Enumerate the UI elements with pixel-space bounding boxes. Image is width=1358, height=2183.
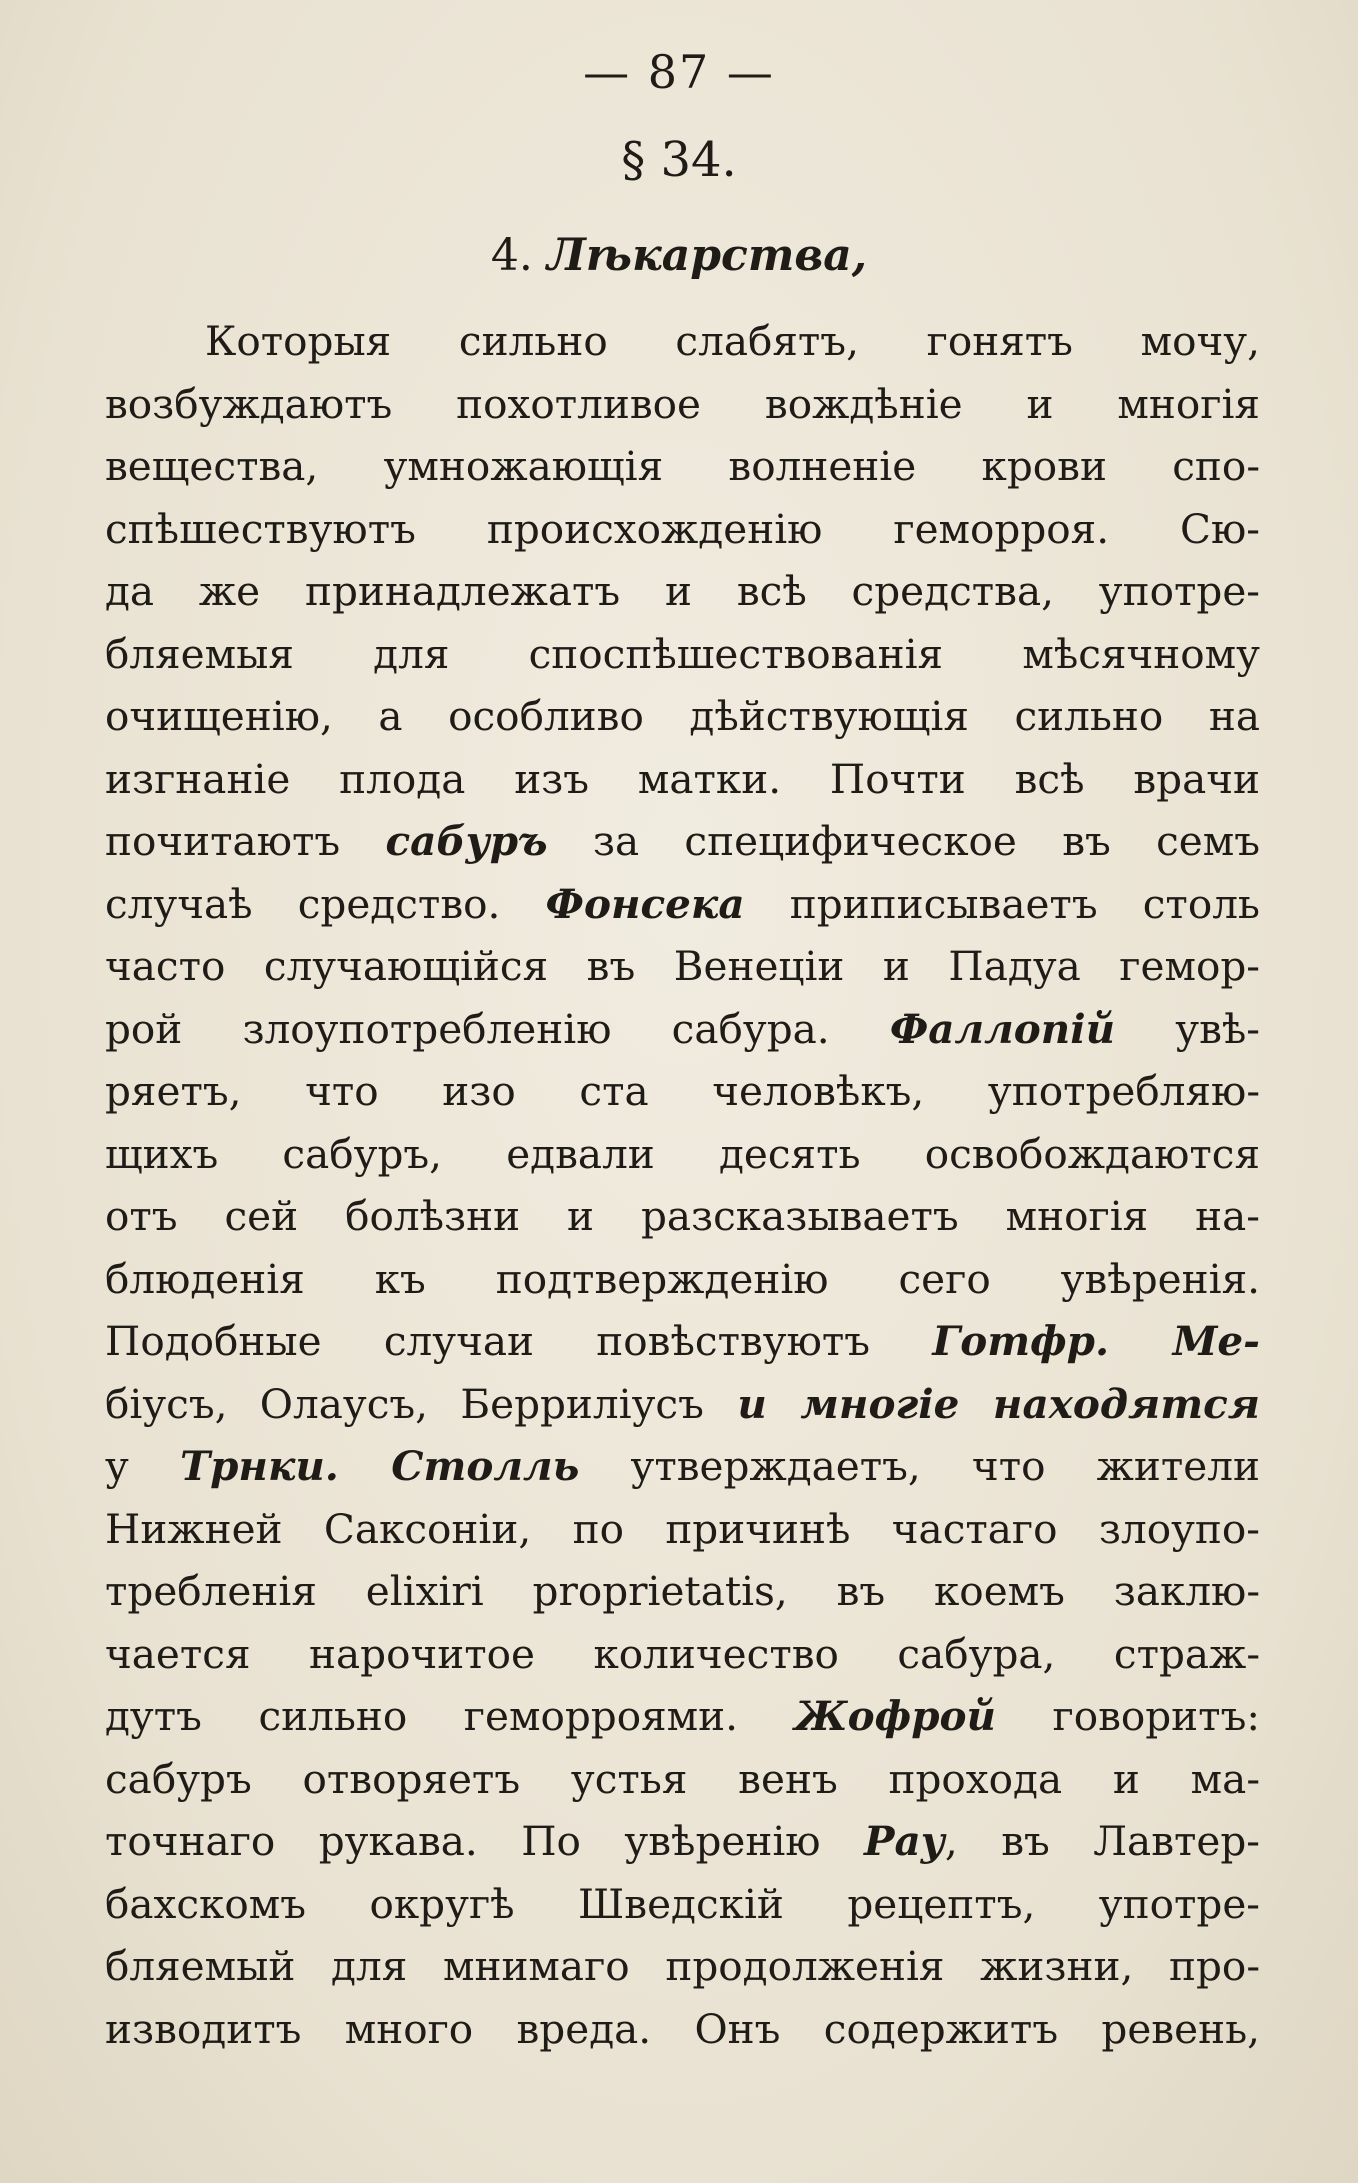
text-segment: отъ сей болѣзни и разсказываетъ многія на- [105,1192,1260,1240]
text-segment: возбуждаютъ похотливое вождѣніе и многія [105,379,1260,428]
text-segment: увѣ- [1115,1004,1260,1053]
text-line [105,1560,1260,1623]
emphasized-name: и многіе находятся [703,1379,1260,1428]
text-line [105,1935,1260,1998]
text-segment: очищенію, а особливо дѣйствующія сильно на [105,692,1260,740]
text-segment: ряетъ, что изо ста человѣкъ, употребляю- [105,1067,1260,1115]
text-segment: , въ Лавтер- [944,1817,1260,1865]
text-segment: чается нарочитое количество сабура, страж- [105,1629,1260,1678]
text-segment: Нижней Саксоніи, по причинѣ частаго злоупо- [105,1504,1260,1553]
text-segment: почитаютъ [105,817,386,865]
text-line [105,1498,1260,1561]
text-segment: да же принадлежатъ и всѣ средства, употре- [105,567,1260,615]
text-line [105,1435,1260,1498]
text-segment: за специфическое въ семъ [547,817,1260,865]
text-line [105,1310,1260,1373]
text-segment: требленія elixiri proprietatis, въ коемъ заклю- [105,1567,1260,1615]
text-line [105,873,1260,936]
text-segment: спѣшествуютъ происхожденію геморроя. Сю- [105,504,1260,553]
text-line [105,560,1260,623]
emphasized-name: Фаллопій [889,1004,1116,1053]
text-line [105,623,1260,686]
text-line [105,810,1260,873]
text-line [105,310,1260,373]
text-segment: бахскомъ округѣ Шведскій рецептъ, употре- [105,1879,1260,1928]
text-line [105,1685,1260,1748]
text-segment: вещества, умножающія волненіе крови спо- [105,442,1260,490]
text-segment: Подобные случаи повѣствуютъ [105,1317,933,1365]
emphasized-name: Рау [864,1817,945,1865]
heading-number: 4. [490,230,533,281]
text-segment: рой злоупотребленію сабура. [105,1004,890,1053]
text-line [105,373,1260,436]
text-line [105,935,1260,998]
text-line [105,435,1260,498]
text-line [105,1748,1260,1811]
text-segment: блюденія къ подтвержденію сего увѣренія. [105,1254,1260,1303]
text-segment: Которыя сильно слабятъ, гонятъ мочу, [205,317,1260,365]
text-line [105,685,1260,748]
text-line [105,1123,1260,1186]
text-segment: изводитъ много вреда. Онъ содержитъ ревень, [105,2004,1260,2053]
section-number: § 34. [621,132,737,188]
text-segment: утверждаетъ, что жители [579,1442,1260,1490]
text-segment: біусъ, Олаусъ, Беррилiусъ [105,1379,704,1428]
text-line [105,1998,1260,2061]
section-heading [0,230,1358,281]
body-text [105,310,1260,2060]
page-number: — 87 — [583,45,775,99]
text-segment: изгнаніе плода изъ матки. Почти всѣ врачи [105,754,1260,803]
text-line [105,998,1260,1061]
text-line [105,1248,1260,1311]
text-segment: бляемыя для споспѣшествованія мѣсячному [105,629,1260,678]
text-line [105,1623,1260,1686]
text-line [105,1873,1260,1936]
text-segment: бляемый для мнимаго продолженія жизни, про- [105,1942,1260,1990]
emphasized-name: Трнки. Столль [179,1442,580,1490]
emphasized-name: Фонсека [545,879,745,928]
text-line [105,1060,1260,1123]
text-line [105,1185,1260,1248]
text-segment: часто случающійся въ Венеціи и Падуа гемор- [105,942,1260,990]
text-segment: у [105,1442,180,1490]
text-segment: говоритъ: [995,1692,1260,1740]
emphasized-name: Готфр. Ме- [932,1317,1260,1365]
text-segment: сабуръ отворяетъ устья венъ прохода и ма- [105,1754,1260,1803]
text-line [105,498,1260,561]
text-segment: точнаго рукава. По увѣренію [105,1817,864,1865]
emphasized-name: Жофрой [794,1692,996,1740]
heading-title: Лѣкарства, [546,230,868,281]
text-segment: дутъ сильно геморроями. [105,1692,795,1740]
text-line [105,748,1260,811]
text-segment: случаѣ средство. [105,879,546,928]
text-line [105,1810,1260,1873]
emphasized-name: сабуръ [385,817,548,865]
text-segment: щихъ сабуръ, едвали десять освобождаются [105,1129,1260,1178]
text-segment: приписываетъ столь [744,879,1260,928]
text-line [105,1373,1260,1436]
